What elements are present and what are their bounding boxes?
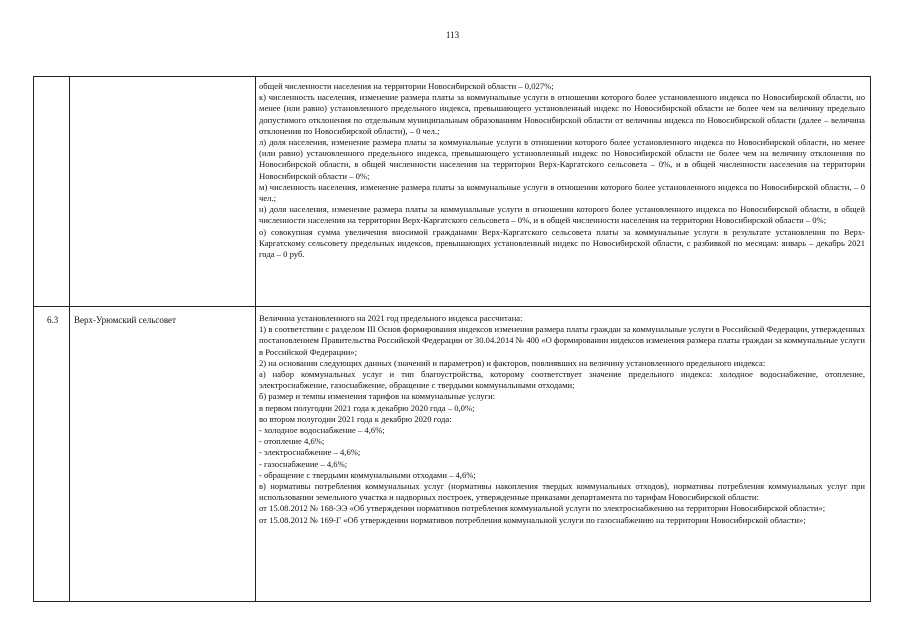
description-text — [256, 307, 870, 526]
paragraph: м) численность населения, изменение размера платы за коммунальные услуги в отношении которого более установленного индекса по Новосибирской области, – 0 чел.; — [259, 181, 865, 204]
paragraph: от 15.08.2012 № 169-Г «Об утверждении нормативов потребления коммунальной услуги по газоснабжению на территории Новосибирской области»; — [259, 514, 806, 525]
municipality-name — [70, 77, 255, 85]
municipality-name-cell — [70, 307, 256, 602]
description-cell — [256, 307, 870, 602]
municipality-name-cell — [70, 77, 256, 306]
paragraph: общей численности населения на территории Новосибирской области – 0,027%; — [259, 81, 554, 91]
paragraph: а) набор коммунальных услуг и тип благоустройства, которому соответствует значение предельного индекса: холодное водоснабжение, отопление, электроснабжение, газоснабжение, обращение с твердыми коммунальными отходами; — [259, 369, 865, 391]
table-row — [34, 307, 870, 602]
paragraph: - отопление 4,6%; — [259, 436, 325, 447]
page-number: 113 — [445, 30, 460, 40]
row-number: 6.3 — [47, 315, 59, 325]
paragraph: в первом полугодии 2021 года к декабрю 2020 года – 0,0%; — [259, 402, 475, 413]
paragraph: л) доля населения, изменение размера платы за коммунальные услуги в отношении которого более установленного индекса по Новосибирской области, но менее (или равно) установленного предельного индекса, превышающего установленный индекс по Новосибирской области не более чем на величину отклонения по Новосибирской области, в общей численности населения на территории Верх-Каргатского сельсовета – 0%, и в общей численности населения на территории Новосибирской области – 0%; — [259, 137, 865, 181]
paragraph: - газоснабжение – 4,6%; — [259, 458, 348, 469]
paragraph: б) размер и темпы изменения тарифов на коммунальные услуги: — [259, 391, 496, 402]
paragraph: н) доля населения, изменение размера платы за коммунальные услуги в отношении которого более установленного индекса по Новосибирской области, в общей численности населения на территории Верх-Каргатского сельсовета – 0%, и в общей численности населения на территории Новосибирской области – 0%; — [259, 204, 865, 226]
paragraph: - холодное водоснабжение – 4,6%; — [259, 425, 385, 436]
table-row — [34, 77, 870, 307]
paragraph: в) нормативы потребления коммунальных услуг (нормативы накопления твердых коммунальных отходов), нормативы потребления коммунальных услуг при использовании земельного участка и надворных построек, утвержденные приказами департамента по тарифам Новосибирской области: — [259, 481, 865, 503]
row-number — [34, 77, 69, 85]
paragraph: к) численность населения, изменение размера платы за коммунальные услуги в отношении которого более установленного индекса по Новосибирской области, но менее (или равно) установленного предельного индекса, превышающего установленный индекс по Новосибирской области не более чем на величину предельно допустимого отклонения по отдельным муниципальным образованиям Новосибирской области от величины индекса по Новосибирской области (далее – величина отклонения по Новосибирской области), – 0 чел.; — [259, 92, 865, 136]
paragraph: во втором полугодии 2021 года к декабрю 2020 года: — [259, 413, 452, 424]
paragraph: - обращение с твердыми коммунальными отходами – 4,6%; — [259, 469, 476, 480]
document-table — [33, 76, 871, 602]
description-cell — [256, 77, 870, 306]
description-text — [256, 77, 870, 260]
paragraph: Величина установленного на 2021 год предельного индекса рассчитана: — [259, 313, 523, 323]
row-number-cell — [34, 77, 70, 306]
row-number-cell — [34, 307, 70, 602]
paragraph: 1) в соответствии с разделом III Основ формирования индексов изменения размера платы граждан за коммунальные услуги в Российской Федерации, утвержденных постановлением Правительства Российской Федерации от 30.04.2014 № 400 «О формировании индексов изменения размера платы граждан за коммунальные услуги в Российской Федерации»; — [259, 324, 865, 357]
paragraph: от 15.08.2012 № 168-ЭЭ «Об утверждении нормативов потребления коммунальной услуги по электроснабжению на территории Новосибирской области»; — [259, 503, 826, 514]
municipality-name: Верх-Урюмский сельсовет — [74, 315, 176, 325]
paragraph: о) совокупная сумма увеличения вносимой гражданами Верх-Каргатского сельсовета платы за коммунальные услуги в результате установления по Верх-Каргатскому сельсовету предельных индексов, превышающих установленный индекс по Новосибирской области, с разбивкой по месяцам: январь – декабрь 2021 года – 0 руб. — [259, 226, 865, 260]
paragraph: 2) на основании следующих данных (значений и параметров) и факторов, повлиявших на величину установленного предельного индекса: — [259, 357, 766, 368]
paragraph: - электроснабжение – 4,6%; — [259, 447, 361, 458]
